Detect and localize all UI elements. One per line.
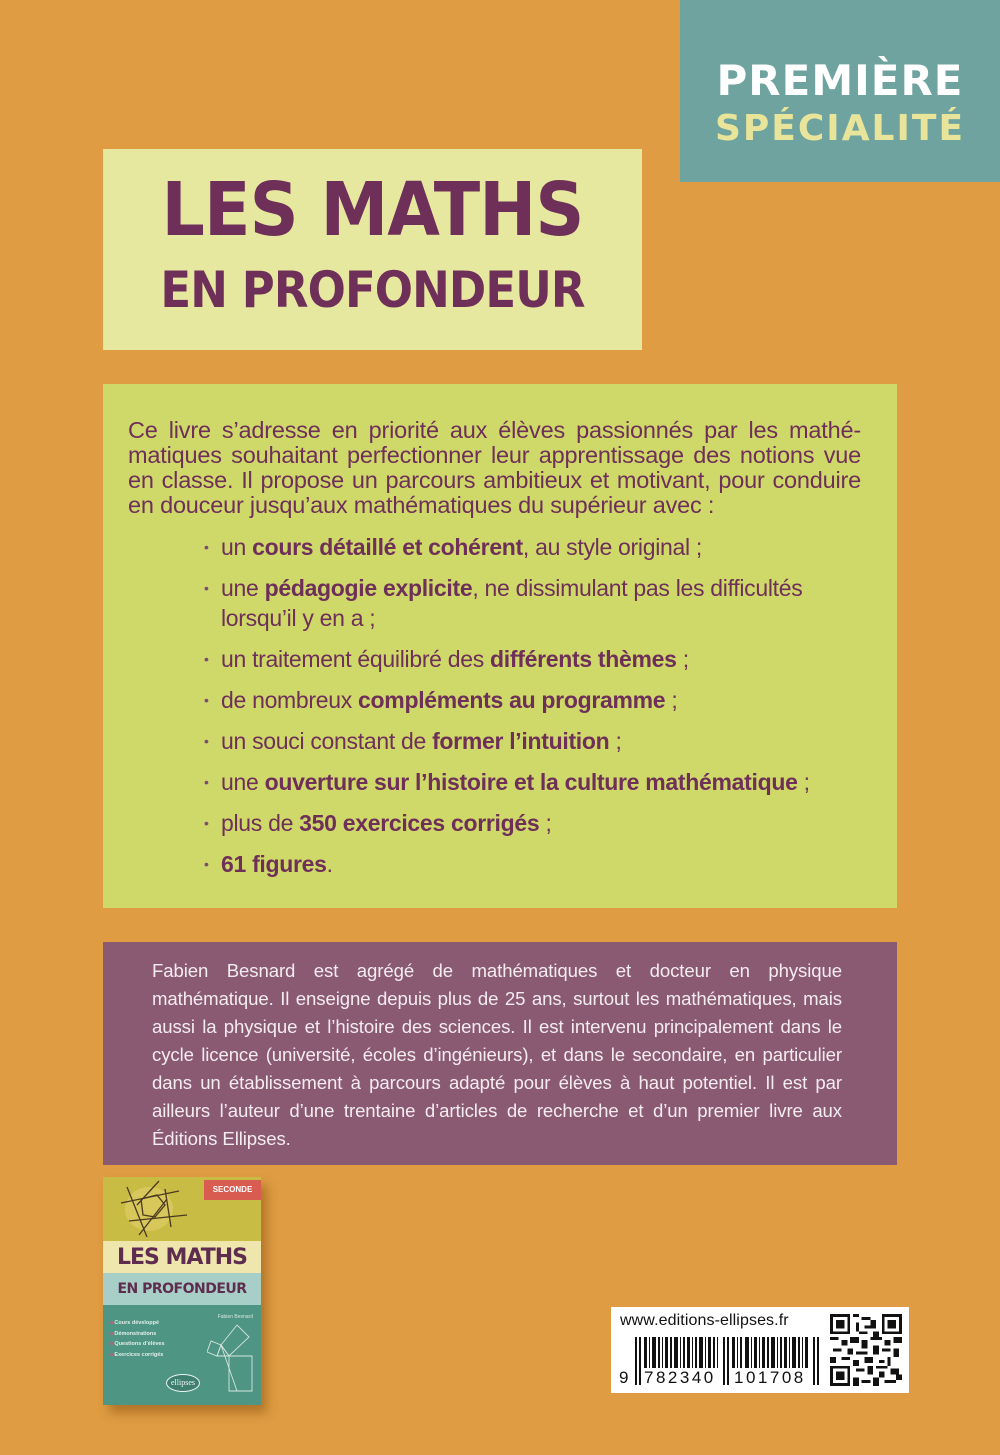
level-badge [680, 0, 1000, 182]
barcode-box [611, 1307, 909, 1393]
feature-item: • un traitement équilibré des différents thèmes ; [204, 646, 689, 672]
mini-feature: ■ Exercices corrigés [110, 1350, 165, 1361]
badge-level: PREMIÈRE [716, 56, 964, 105]
feature-item: • un souci constant de former l’intuition ; [204, 728, 622, 754]
feature-item: • une ouverture sur l’histoire et la culture mathématique ; [204, 769, 810, 795]
book-title-line1: LES MATHS [161, 167, 584, 253]
feature-item: • plus de 350 exercices corrigés ; [204, 810, 552, 836]
bullet-icon: • [204, 815, 209, 831]
cover-lower-section [103, 1305, 261, 1405]
isbn-group-1: 782340 [644, 1368, 716, 1387]
bullet-icon: • [204, 774, 209, 790]
geometry-figure-icon [109, 1177, 199, 1241]
author-bio: Fabien Besnard est agrégé de mathématiques et docteur en physique mathématique. Il enseigne depuis plus de 25 ans, surtout les mathématiques, mais aussi la physique et l’histoire des sciences. Il est intervenu principalement dans le cycle licence (université, écoles d’ingénieurs), et dans le secondaire, en particulier dans un établissement à parcours adapté pour élèves à haut potentiel. Il est par ailleurs l’auteur d’une trentaine d’articles de recherche et d’un premier livre aux Éditions Ellipses. [152, 960, 842, 1149]
mini-feature: ■ Cours développé [110, 1318, 165, 1329]
isbn-prefix: 9 [619, 1368, 629, 1387]
bullet-icon: • [204, 651, 209, 667]
mini-author: Fabien Besnard [217, 1314, 253, 1320]
book-title-box [103, 149, 642, 350]
cover-top-section [103, 1177, 261, 1241]
feature-highlight: différents thèmes [490, 646, 677, 672]
feature-item: • de nombreux compléments au programme ; [204, 687, 678, 713]
feature-list [128, 532, 861, 879]
bullet-icon: • [204, 733, 209, 749]
mini-feature: ■ Démonstrations [110, 1329, 165, 1340]
isbn-group-2: 101708 [734, 1368, 806, 1387]
description-box [103, 384, 897, 908]
publisher-logo: ellipses [166, 1374, 200, 1392]
feature-item: • 61 figures. [204, 851, 333, 877]
mini-title-line2: EN PROFONDEUR [103, 1273, 261, 1305]
volume-tag: SECONDE [204, 1180, 261, 1200]
author-bio-box [103, 942, 897, 1165]
feature-highlight: ouverture sur l’histoire et la culture mathématique [264, 769, 798, 795]
feature-item: • une pédagogie explicite, ne dissimulant pas les difficultés lorsqu’il y en a ; [204, 575, 803, 631]
publisher-url[interactable]: www.editions-ellipses.fr [620, 1312, 789, 1329]
mini-title-line1: LES MATHS [103, 1241, 261, 1273]
feature-highlight: cours détaillé et cohérent [252, 534, 523, 560]
book-title-line2: EN PROFONDEUR [160, 261, 585, 319]
badge-track: SPÉCIALITÉ [714, 108, 966, 149]
description-intro: Ce livre s’adresse en priorité aux élèves passionnés par les mathé-matiques souhaitant perfectionner leur apprentissage des notions vue en classe. Il propose un parcours ambitieux et motivant, pour conduire en douceur jusqu’aux mathématiques du supérieur avec : [128, 417, 861, 518]
bullet-icon: • [204, 580, 209, 596]
feature-highlight: 61 figures [221, 851, 327, 877]
mini-feature-list [110, 1318, 165, 1360]
bullet-icon: • [204, 539, 209, 555]
mini-feature: ■ Questions d’élèves [110, 1339, 165, 1350]
pythagoras-figure-icon [207, 1321, 257, 1396]
bullet-icon: • [204, 692, 209, 708]
feature-highlight: former l’intuition [432, 728, 610, 754]
feature-highlight: pédagogie explicite [264, 575, 473, 601]
feature-item: • un cours détaillé et cohérent, au style original ; [204, 534, 702, 560]
previous-volume-cover [103, 1177, 261, 1405]
bullet-icon: • [204, 856, 209, 872]
feature-highlight: compléments au programme [358, 687, 666, 713]
qr-code-icon[interactable] [830, 1314, 902, 1386]
feature-highlight: 350 exercices corrigés [299, 810, 540, 836]
